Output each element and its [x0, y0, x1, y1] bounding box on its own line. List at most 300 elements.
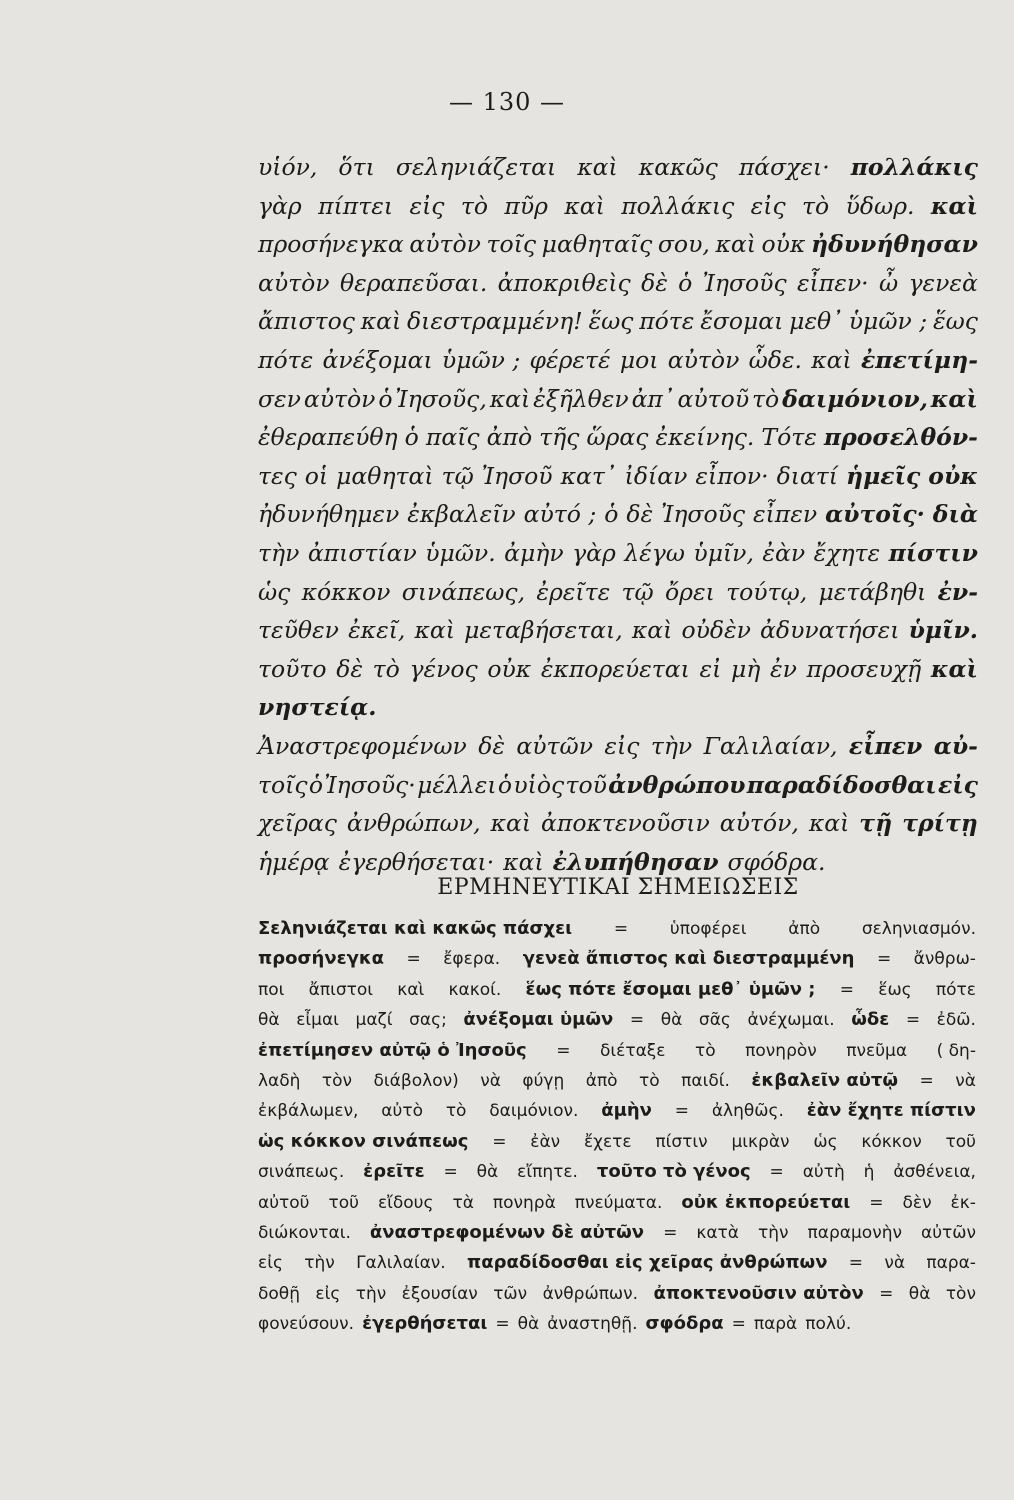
note-word: ἐξουσίαν [401, 1283, 478, 1304]
main-word: γὰρ [572, 538, 616, 567]
main-line [258, 766, 978, 805]
main-word: ἐξῆλθεν [533, 384, 629, 413]
main-word: σου, [657, 230, 710, 259]
main-word: ἀπιστίαν [307, 538, 417, 567]
note-word: ποι [258, 979, 285, 1000]
main-word: τεῦθεν [258, 616, 339, 645]
note-word: νὰ [955, 1070, 976, 1091]
main-word: Ἰησοῦς· [324, 770, 416, 799]
note-word: παιδί. [681, 1070, 730, 1091]
note-word: αὐτοῦ [258, 1192, 310, 1213]
note-word: λαδὴ [258, 1070, 301, 1091]
main-word: μὴ [730, 654, 761, 683]
main-term: καὶ [930, 654, 978, 683]
main-word: ὁ [378, 384, 393, 413]
note-word: εἴδους [377, 1192, 434, 1213]
main-term: ὑμῖν. [908, 616, 978, 645]
note-line [258, 1096, 976, 1126]
note-word: δοθῇ [258, 1283, 300, 1304]
note-term: ἐγερθήσεται [362, 1313, 488, 1335]
note-word: = [613, 919, 629, 939]
main-word: διατί [776, 461, 839, 490]
note-word: κόκκον [861, 1131, 922, 1152]
note-word: δὲν [902, 1192, 932, 1213]
main-word: γὰρ [258, 191, 302, 220]
note-word: = [769, 1162, 784, 1183]
note-word: ἔφερα. [443, 949, 501, 970]
note-term: ἐπετίμησεν αὐτῷ ὁ Ἰησοῦς [258, 1039, 527, 1061]
note-word: ἀνέχωμαι. [747, 1010, 835, 1031]
note-word: θὰ [908, 1283, 931, 1304]
main-word: πότε [258, 345, 314, 374]
main-word: μοι [619, 345, 659, 374]
note-word: = [492, 1131, 507, 1152]
note-word: νὰ [480, 1070, 501, 1091]
note-word: νὰ [884, 1253, 906, 1274]
main-word: ἐκεῖ, [348, 616, 406, 645]
page-number: — 130 — [448, 88, 566, 116]
main-word: καὶ [564, 191, 605, 220]
main-word: τὸ [372, 654, 400, 683]
main-term: αὐτοῖς· [825, 500, 925, 529]
main-word: ὧδε. [748, 345, 802, 374]
main-word: ἐθεραπεύθη [258, 423, 398, 452]
note-word: ἔχετε [583, 1131, 632, 1152]
note-word: ἄνθρω- [913, 949, 976, 970]
note-word: πνεῦμα [846, 1040, 908, 1061]
main-word: καὶ [577, 153, 618, 181]
main-word: ὑμῶν. [425, 538, 496, 567]
note-word: ἀναστηθῇ. [547, 1314, 638, 1335]
main-word: παῖς [425, 423, 480, 452]
note-word: αὐτῶν [920, 1222, 976, 1243]
note-term: παραδίδοσθαι εἰς χεῖρας ἀνθρώπων [467, 1252, 828, 1274]
note-word: πονηρὰ [492, 1192, 556, 1213]
main-word: ὥρας [586, 423, 649, 452]
main-word: εἰς [750, 191, 786, 220]
main-term: ἠδυνήθησαν [810, 230, 978, 259]
note-word: θὰ [517, 1314, 540, 1335]
note-word: ἀσθένεια, [893, 1162, 976, 1183]
main-word: ἀνέξομαι [322, 345, 433, 374]
main-word: τῆς [539, 423, 580, 452]
main-word: ἐκπορεύεται [540, 654, 690, 683]
note-word: αὐτὸ [381, 1101, 423, 1122]
main-word: ὕδωρ. [845, 191, 915, 220]
note-word: = [905, 1010, 921, 1031]
main-word: εἰς [409, 191, 445, 220]
main-line [258, 457, 978, 496]
main-word: ἠδυνήθημεν [258, 500, 400, 529]
note-word: = [406, 949, 421, 970]
note-word: = [731, 1314, 746, 1335]
main-word: δὲ [478, 731, 505, 760]
note-line [258, 1309, 976, 1339]
main-term: οὐκ [928, 461, 978, 490]
main-word: οἱ [304, 461, 329, 490]
main-word: ὦ [878, 268, 899, 297]
main-word: ὡς [258, 577, 291, 606]
main-word: τοῖς [486, 230, 537, 259]
note-word: σινάπεως. [258, 1162, 345, 1183]
main-word: τοῦ [565, 770, 607, 799]
main-word: μέλλει [417, 770, 497, 799]
main-word: προσευχῇ [806, 654, 922, 683]
note-line [258, 1188, 976, 1218]
main-word: καὶ [489, 384, 531, 413]
main-word: θεραπεῦσαι. [339, 268, 488, 297]
note-term: τοῦτο τὸ γένος [596, 1161, 751, 1183]
note-word: αὐτὴ [802, 1162, 845, 1183]
main-word: ἐὰν [762, 538, 806, 567]
note-word: σας; [409, 1010, 447, 1031]
main-word: καὶ [808, 809, 850, 838]
main-word: ἐγερθήσεται· [338, 847, 495, 876]
main-word: χεῖρας [258, 809, 337, 838]
main-line [258, 418, 978, 457]
main-term: ἡμεῖς [846, 461, 921, 490]
main-word: καὶ [715, 230, 756, 259]
note-line [258, 1248, 976, 1278]
main-word: δὲ [626, 500, 654, 529]
section-heading: ΕΡΜΗΝΕΥΤΙΚΑΙ ΣΗΜΕΙΩΣΕΙΣ [437, 875, 799, 900]
note-word: φονεύσουν. [258, 1314, 355, 1335]
main-word: εἶπεν· [796, 268, 869, 297]
main-word: Ἰησοῦς [702, 268, 787, 297]
main-word: ἐν [769, 654, 797, 683]
main-term: παραδίδοσθαι [746, 770, 937, 799]
main-term: δαιμόνιον, [782, 384, 928, 413]
note-term: ὡς κόκκον σινάπεως [258, 1130, 469, 1152]
main-term: νηστείᾳ. [258, 693, 377, 722]
note-word: = [879, 1283, 894, 1304]
note-word: ἕως [878, 979, 912, 1000]
main-word: δὲ [641, 268, 668, 297]
main-word: καὶ [414, 616, 455, 645]
note-word: τοῦ [328, 1192, 359, 1213]
main-word: ἐρεῖτε [536, 577, 611, 606]
main-term: ἐλυπήθησαν [552, 847, 719, 876]
note-line [258, 944, 976, 974]
main-word: υἱὸς [513, 770, 565, 799]
main-line [258, 341, 978, 380]
main-word: δὲ [336, 654, 363, 683]
note-line [258, 1036, 976, 1066]
note-word: θὰ [258, 1010, 280, 1031]
note-word: ἡ [863, 1162, 875, 1183]
note-line [258, 1005, 976, 1035]
note-line [258, 1218, 976, 1248]
main-word: τὸ [460, 191, 488, 220]
note-word: = [629, 1010, 645, 1031]
main-word: υἱόν, [258, 153, 318, 181]
note-word: διάβολον) [373, 1070, 459, 1091]
note-word: μικρὰν [731, 1131, 790, 1152]
main-word: ὅτι [338, 153, 375, 181]
note-term: ὧδε [851, 1009, 890, 1031]
note-term: ἀνέξομαι ὑμῶν [463, 1009, 614, 1031]
main-word: προσήνεγκα [258, 230, 404, 259]
main-word: μεταβήσεται, [464, 616, 623, 645]
main-line [258, 264, 978, 303]
main-line [258, 187, 978, 226]
main-word: καὶ [360, 307, 402, 336]
main-word: ἀνθρώπων, [346, 809, 481, 838]
main-word: ὁ [497, 770, 513, 799]
note-line [258, 1157, 976, 1187]
main-word: σφόδρα. [727, 847, 826, 876]
note-word: τὸ [639, 1070, 660, 1091]
note-word: ἐδῶ. [936, 1010, 976, 1031]
main-term: εἶπεν [848, 731, 923, 760]
main-word: τοῦτο [258, 654, 327, 683]
main-word: τοῖς [258, 770, 308, 799]
main-word: μαθηταῖς [541, 230, 653, 259]
main-line [258, 225, 978, 264]
main-word: οὐδὲν [681, 616, 751, 645]
main-word: σεληνιάζεται [395, 153, 557, 181]
note-word: πονηρὸν [745, 1040, 817, 1061]
note-word: τὴν [355, 1283, 387, 1304]
main-line [258, 495, 978, 534]
note-word: τοῦ [945, 1131, 976, 1152]
note-word: καὶ [397, 979, 425, 1000]
main-word: αὐτὸν [409, 230, 481, 259]
note-term: Σεληνιάζεται καὶ κακῶς πάσχει [258, 918, 573, 939]
note-word: ( δη- [936, 1040, 976, 1061]
main-term: προσελθόν- [823, 423, 978, 452]
main-word: Γαλιλαίαν, [703, 731, 838, 760]
note-word: κατὰ [696, 1222, 739, 1243]
main-word: τὸ [802, 191, 830, 220]
note-word: ἀνθρώπων. [542, 1283, 639, 1304]
main-word: ἔχητε [813, 538, 881, 567]
main-word: ὁ [308, 770, 323, 799]
main-word: ἀποκτενοῦσιν [541, 809, 710, 838]
note-term: ἀμὴν [601, 1100, 652, 1122]
main-word: μετάβηθι [818, 577, 927, 606]
main-term: τῇ [859, 809, 893, 838]
note-word: πνεύματα. [574, 1192, 663, 1213]
main-word: αὐτὸν [303, 384, 376, 413]
main-word: ἰδίαν [624, 461, 688, 490]
main-term: αὐ- [933, 731, 978, 760]
main-line [258, 650, 978, 689]
note-term: ἕως πότε ἔσομαι μεθ᾽ ὑμῶν ; [525, 978, 816, 1000]
main-word: μεθ᾽ [789, 307, 843, 336]
main-word: οὐκ [761, 230, 806, 259]
note-word: σᾶς [698, 1010, 731, 1031]
main-line [258, 534, 978, 573]
main-word: πότε [639, 307, 695, 336]
note-word: πολύ. [805, 1314, 852, 1335]
main-word: τούτῳ, [726, 577, 808, 606]
main-word: καὶ [503, 847, 544, 876]
main-word: πάσχει· [738, 153, 830, 181]
note-word: κακοί. [448, 979, 502, 1000]
note-term: γενεὰ ἄπιστος καὶ διεστραμμένη [522, 948, 855, 970]
main-word: οὐκ [487, 654, 532, 683]
note-word: Γαλιλαίαν. [356, 1253, 446, 1274]
note-word: παρὰ [753, 1314, 798, 1335]
note-line [258, 975, 976, 1005]
main-word: ὑμῖν, [693, 538, 754, 567]
main-word: κατ᾽ [560, 461, 617, 490]
main-word: γενεὰ [908, 268, 978, 297]
main-word: πολλάκις [621, 191, 735, 220]
note-line [258, 914, 976, 944]
main-line [258, 573, 978, 612]
main-word: καὶ [631, 616, 673, 645]
note-word: δαιμόνιον. [489, 1101, 579, 1122]
main-word: ἕως [932, 307, 978, 336]
main-word: ἀπὸ [486, 423, 533, 452]
main-line [258, 611, 978, 650]
main-line [258, 804, 978, 843]
main-word: εἰ [699, 654, 722, 683]
note-word: = [848, 1253, 864, 1274]
main-word: ἕως [588, 307, 634, 336]
note-word: τὴν [758, 1222, 789, 1243]
main-term: εἰς [937, 770, 978, 799]
main-word: φέρετέ [529, 345, 611, 374]
main-word: ὑμῶν ; [848, 307, 928, 336]
note-word: τὴν [304, 1253, 335, 1274]
main-word: ἡμέρᾳ [258, 847, 330, 876]
main-word: πίπτει [318, 191, 394, 220]
main-word: ὁ [678, 268, 693, 297]
note-word: τὸν [321, 1070, 353, 1091]
note-word: = [674, 1101, 690, 1122]
note-word: = [919, 1070, 934, 1091]
main-term: ἐπετίμη- [860, 345, 978, 374]
note-word: πίστιν [655, 1131, 708, 1152]
main-term: διὰ [932, 500, 978, 529]
main-term: ἐν- [937, 577, 978, 606]
note-word: εἴπητε. [517, 1162, 578, 1183]
main-word: Ἰησοῦ [481, 461, 553, 490]
main-word: ἀπ᾽ [631, 384, 675, 413]
main-term: ἀνθρώπου [608, 770, 746, 799]
note-word: εἰς [315, 1283, 341, 1304]
note-word: ἄπιστοι [308, 979, 373, 1000]
note-term: ἐκβαλεῖν αὐτῷ [751, 1069, 899, 1091]
main-term: πολλάκις [850, 153, 978, 181]
note-word: ὑποφέρει [669, 919, 747, 939]
note-line [258, 1279, 976, 1309]
main-term: τρίτῃ [902, 809, 978, 838]
main-word: Τότε [761, 423, 817, 452]
main-word: τῷ [621, 577, 654, 606]
main-line [258, 727, 978, 766]
note-word: ἐκ- [950, 1192, 976, 1213]
note-term: προσήνεγκα [258, 948, 385, 970]
note-term: οὐκ ἐκπορεύεται [681, 1191, 851, 1213]
main-word: σεν [258, 384, 301, 413]
note-word: πότε [935, 979, 976, 1000]
note-word: σεληνιασμόν. [861, 919, 976, 939]
main-word: Ἰησοῦς [661, 500, 746, 529]
note-word: ὡς [813, 1131, 838, 1152]
main-word: ἀμὴν [504, 538, 564, 567]
main-line [258, 148, 978, 187]
note-word: = [556, 1040, 571, 1061]
note-word: ἀληθῶς. [711, 1101, 784, 1122]
note-word: ἀπὸ [788, 919, 821, 939]
main-word: αὐτό ; [523, 500, 597, 529]
main-word: Ἀναστρεφομένων [258, 731, 467, 760]
main-word: ἀποκριθεὶς [497, 268, 631, 297]
main-line [258, 688, 978, 727]
main-term: πίστιν [888, 538, 978, 567]
main-word: τες [258, 461, 297, 490]
main-word: τὸ [752, 384, 780, 413]
main-word: σινάπεως, [401, 577, 526, 606]
main-term: καὶ [930, 191, 978, 220]
note-word: τὸ [694, 1040, 716, 1061]
main-word: αὐτῶν [516, 731, 594, 760]
note-line [258, 1066, 976, 1096]
note-word: θὰ [476, 1162, 499, 1183]
note-word: = [495, 1314, 510, 1335]
main-word: ὄρει [665, 577, 715, 606]
main-word: τὴν [650, 731, 693, 760]
note-word: = [839, 979, 854, 1000]
note-word: ἐὰν [530, 1131, 561, 1152]
note-term: ἐὰν ἔχητε πίστιν [806, 1100, 976, 1122]
main-word: ἐκβαλεῖν [407, 500, 516, 529]
main-text [258, 148, 978, 881]
note-line [258, 1127, 976, 1157]
main-word: ὁ [604, 500, 619, 529]
note-word: ἀπὸ [585, 1070, 618, 1091]
main-word: κόκκον [301, 577, 391, 606]
main-word: Ἰησοῦς, [395, 384, 487, 413]
main-word: ὁ [404, 423, 419, 452]
main-word: αὐτόν, [719, 809, 799, 838]
note-word: διώκονται. [258, 1222, 351, 1243]
main-line [258, 380, 978, 419]
interpretive-notes [258, 914, 976, 1339]
note-word: = [876, 949, 892, 970]
note-word: τὸν [945, 1283, 976, 1304]
main-word: διεστραμμένη! [406, 307, 583, 336]
main-word: πῦρ [504, 191, 548, 220]
note-term: ἀναστρεφομένων δὲ αὐτῶν [369, 1221, 645, 1243]
main-word: καὶ [490, 809, 532, 838]
main-word: εἶπεν [752, 500, 818, 529]
note-term: σφόδρα [645, 1313, 724, 1335]
main-word: αὐτὸν [258, 268, 330, 297]
main-word: αὐτοῦ [677, 384, 750, 413]
note-word: = [869, 1192, 884, 1213]
main-word: ὑμῶν ; [441, 345, 521, 374]
note-word: μαζί [355, 1010, 393, 1031]
note-word: = [443, 1162, 458, 1183]
note-word: ἐκβάλωμεν, [258, 1101, 359, 1122]
main-word: τὴν [258, 538, 300, 567]
main-word: ἐκείνης. [655, 423, 755, 452]
note-word: εἰς [258, 1253, 283, 1274]
note-word: τὸ [445, 1101, 467, 1122]
main-word: κακῶς [638, 153, 718, 181]
main-word: καὶ [811, 345, 852, 374]
main-word: εἶπον· [695, 461, 769, 490]
main-word: αὐτὸν [667, 345, 740, 374]
note-term: ἀποκτενοῦσιν αὐτὸν [653, 1282, 864, 1304]
note-word: παραμονὴν [807, 1222, 902, 1243]
note-word: τὰ [452, 1192, 474, 1213]
